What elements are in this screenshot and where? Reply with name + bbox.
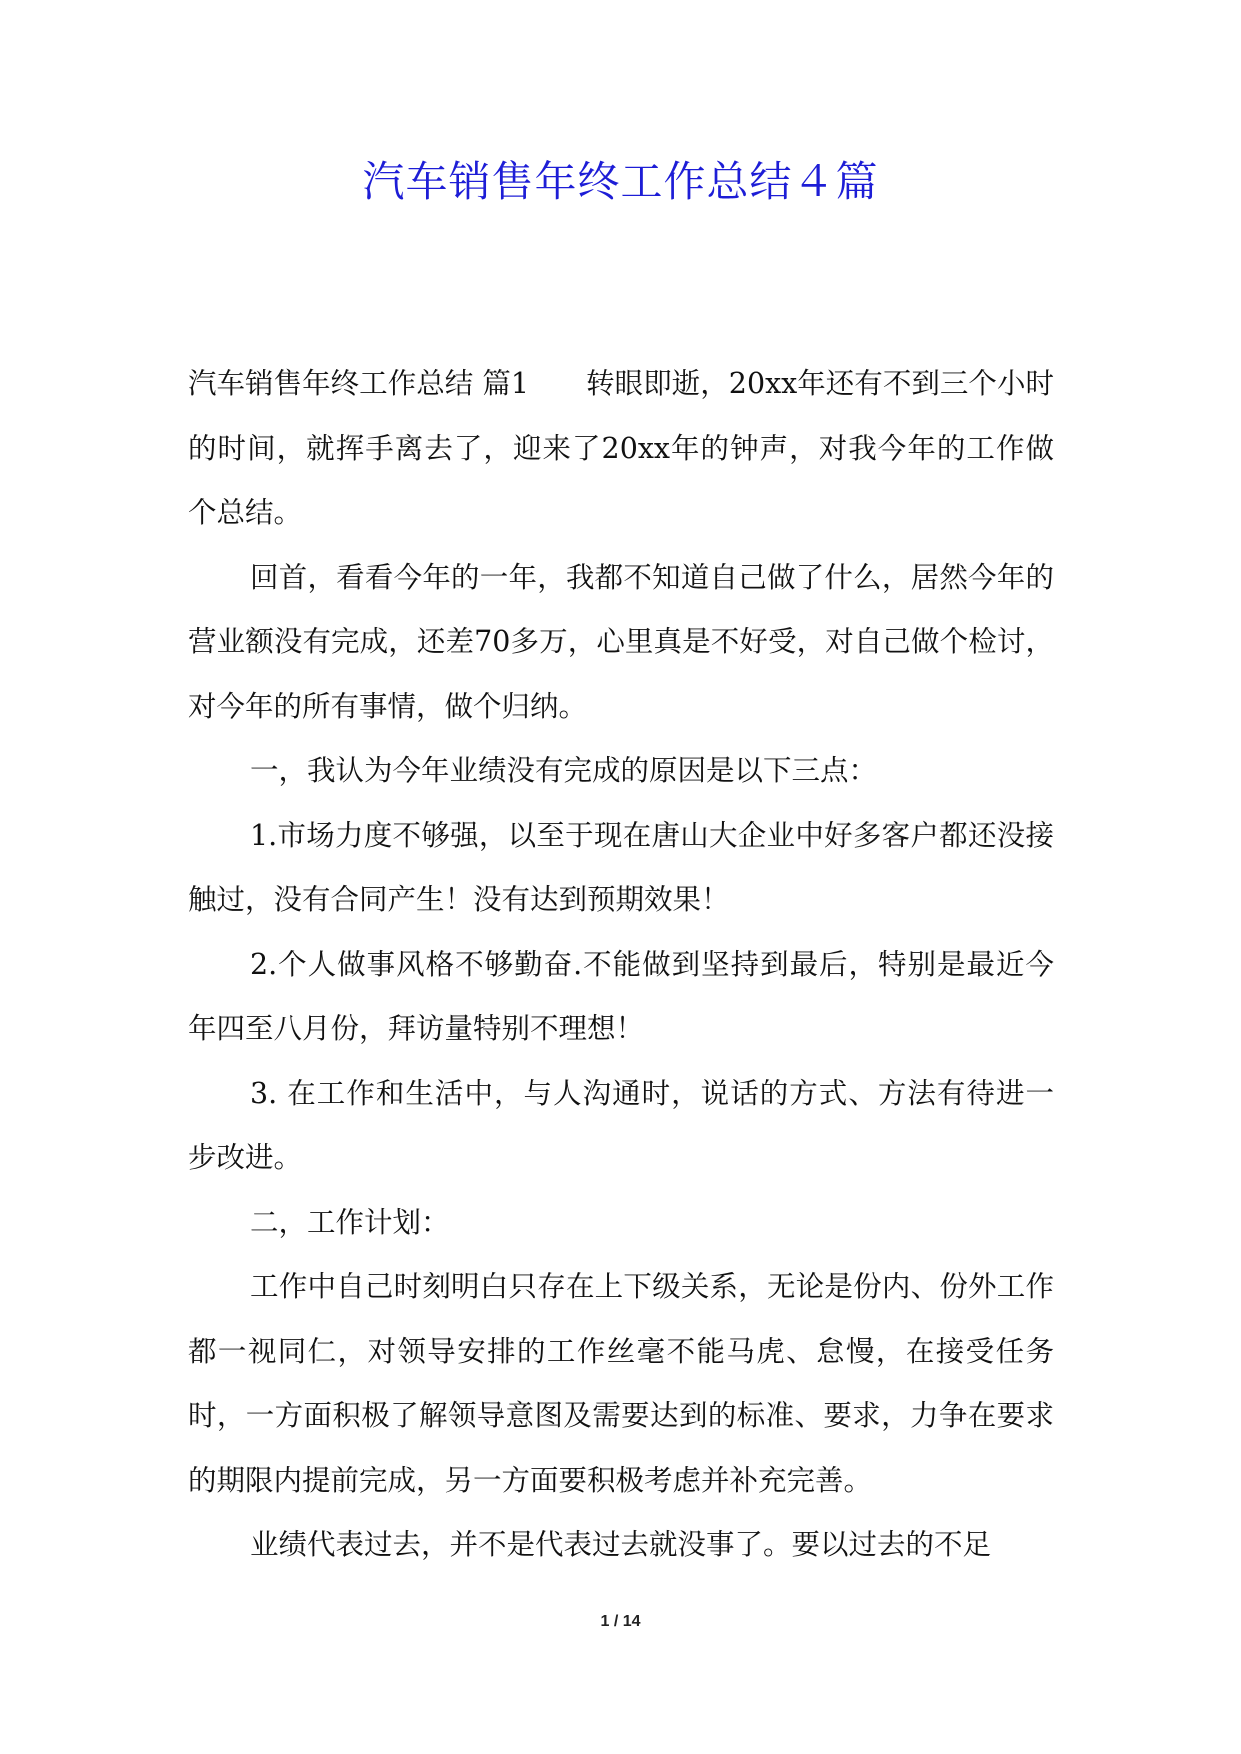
paragraph-3: 一，我认为今年业绩没有完成的原因是以下三点：	[250, 754, 878, 787]
paragraph-4: 1.市场力度不够强，以至于现在唐山大企业中好多客户都还没接触过，没有合同产生！没有达到预期效果！	[188, 818, 1054, 916]
paragraph-5: 2.个人做事风格不够勤奋.不能做到坚持到最后，特别是最近今年四至八月份，拜访量特别不理想！	[188, 947, 1054, 1045]
document-title: 汽车销售年终工作总结４篇	[362, 157, 879, 206]
page-number: 1 / 14	[600, 1613, 641, 1630]
paragraph-7: 二，工作计划：	[250, 1205, 450, 1239]
paragraph-2: 回首，看看今年的一年，我都不知道自己做了什么，居然今年的营业额没有完成，还差70多万，心里真是不好受，对自己做个检讨，对今年的所有事情，做个归纳。	[188, 560, 1054, 723]
paragraph-9: 业绩代表过去，并不是代表过去就没事了。要以过去的不足	[250, 1528, 992, 1561]
document-body	[188, 352, 1054, 1578]
paragraph-6: 3. 在工作和生活中，与人沟通时，说话的方式、方法有待进一步改进。	[188, 1076, 1054, 1174]
paragraph-1: 汽车销售年终工作总结 篇1 转眼即逝，20xx年还有不到三个小时的时间，就挥手离去了，迎来了20xx年的钟声，对我今年的工作做个总结。	[188, 367, 1054, 529]
paragraph-8: 工作中自己时刻明白只存在上下级关系，无论是份内、份外工作都一视同仁，对领导安排的工作丝毫不能马虎、怠慢，在接受任务时，一方面积极了解领导意图及需要达到的标准、要求，力争在要求的期限内提前完成，另一方面要积极考虑并补充完善。	[188, 1270, 1054, 1497]
